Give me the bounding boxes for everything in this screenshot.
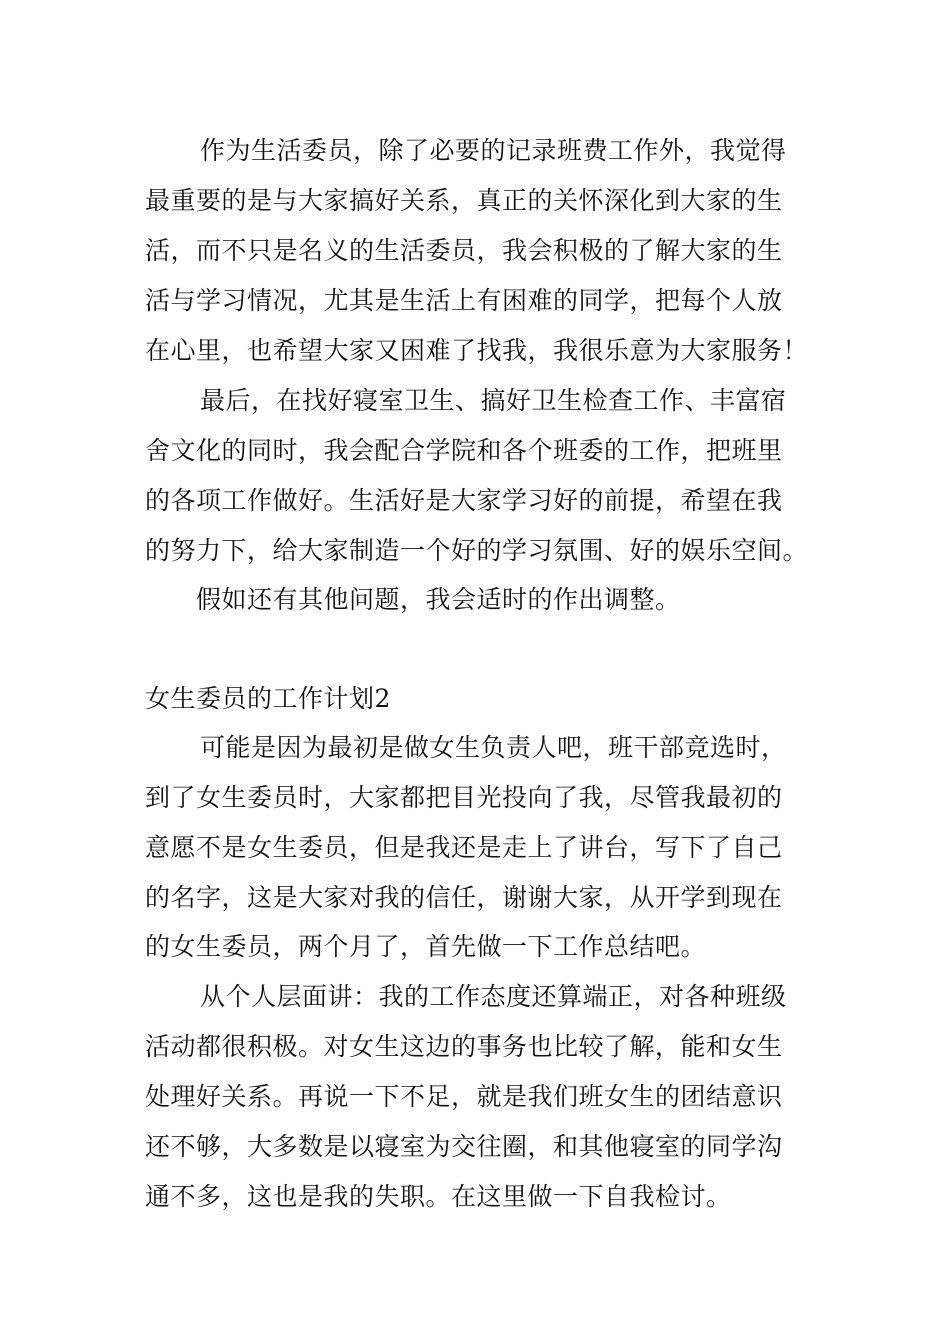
paragraph-line: 的名字，这是大家对我的信任，谢谢大家，从开学到现在 (145, 883, 783, 912)
paragraph-line: 最后，在找好寝室卫生、搞好卫生检查工作、丰富宿 (200, 386, 787, 415)
paragraph-line: 假如还有其他问题，我会适时的作出调整。 (196, 585, 681, 614)
paragraph-line: 还不够，大多数是以寝室为交往圈，和其他寝室的同学沟 (145, 1132, 783, 1161)
paragraph-line: 舍文化的同时，我会配合学院和各个班委的工作，把班里 (145, 436, 783, 465)
paragraph-line: 的各项工作做好。生活好是大家学习好的前提，希望在我 (145, 486, 783, 515)
section-heading: 女生委员的工作计划2 (145, 684, 391, 713)
paragraph-line: 从个人层面讲：我的工作态度还算端正，对各种班级 (200, 982, 787, 1011)
paragraph-line: 活动都很积极。对女生这边的事务也比较了解，能和女生 (145, 1032, 783, 1061)
paragraph-line: 处理好关系。再说一下不足，就是我们班女生的团结意识 (145, 1082, 783, 1111)
paragraph-line: 在心里，也希望大家又困难了找我，我很乐意为大家服务！ (145, 336, 809, 365)
paragraph-line: 的女生委员，两个月了，首先做一下工作总结吧。 (145, 932, 707, 961)
paragraph-line: 意愿不是女生委员，但是我还是走上了讲台，写下了自己 (145, 833, 783, 862)
paragraph-line: 活，而不只是名义的生活委员，我会积极的了解大家的生 (145, 236, 783, 265)
paragraph-line: 通不多，这也是我的失职。在这里做一下自我检讨。 (145, 1182, 732, 1211)
paragraph-line: 作为生活委员，除了必要的记录班费工作外，我觉得 (200, 136, 787, 165)
paragraph-line: 活与学习情况，尤其是生活上有困难的同学，把每个人放 (145, 286, 783, 315)
paragraph-line: 到了女生委员时，大家都把目光投向了我，尽管我最初的 (145, 783, 783, 812)
paragraph-line: 的努力下，给大家制造一个好的学习氛围、好的娱乐空间。 (145, 536, 809, 565)
paragraph-line: 最重要的是与大家搞好关系，真正的关怀深化到大家的生 (145, 186, 783, 215)
paragraph-line: 可能是因为最初是做女生负责人吧，班干部竞选时， (200, 733, 787, 762)
